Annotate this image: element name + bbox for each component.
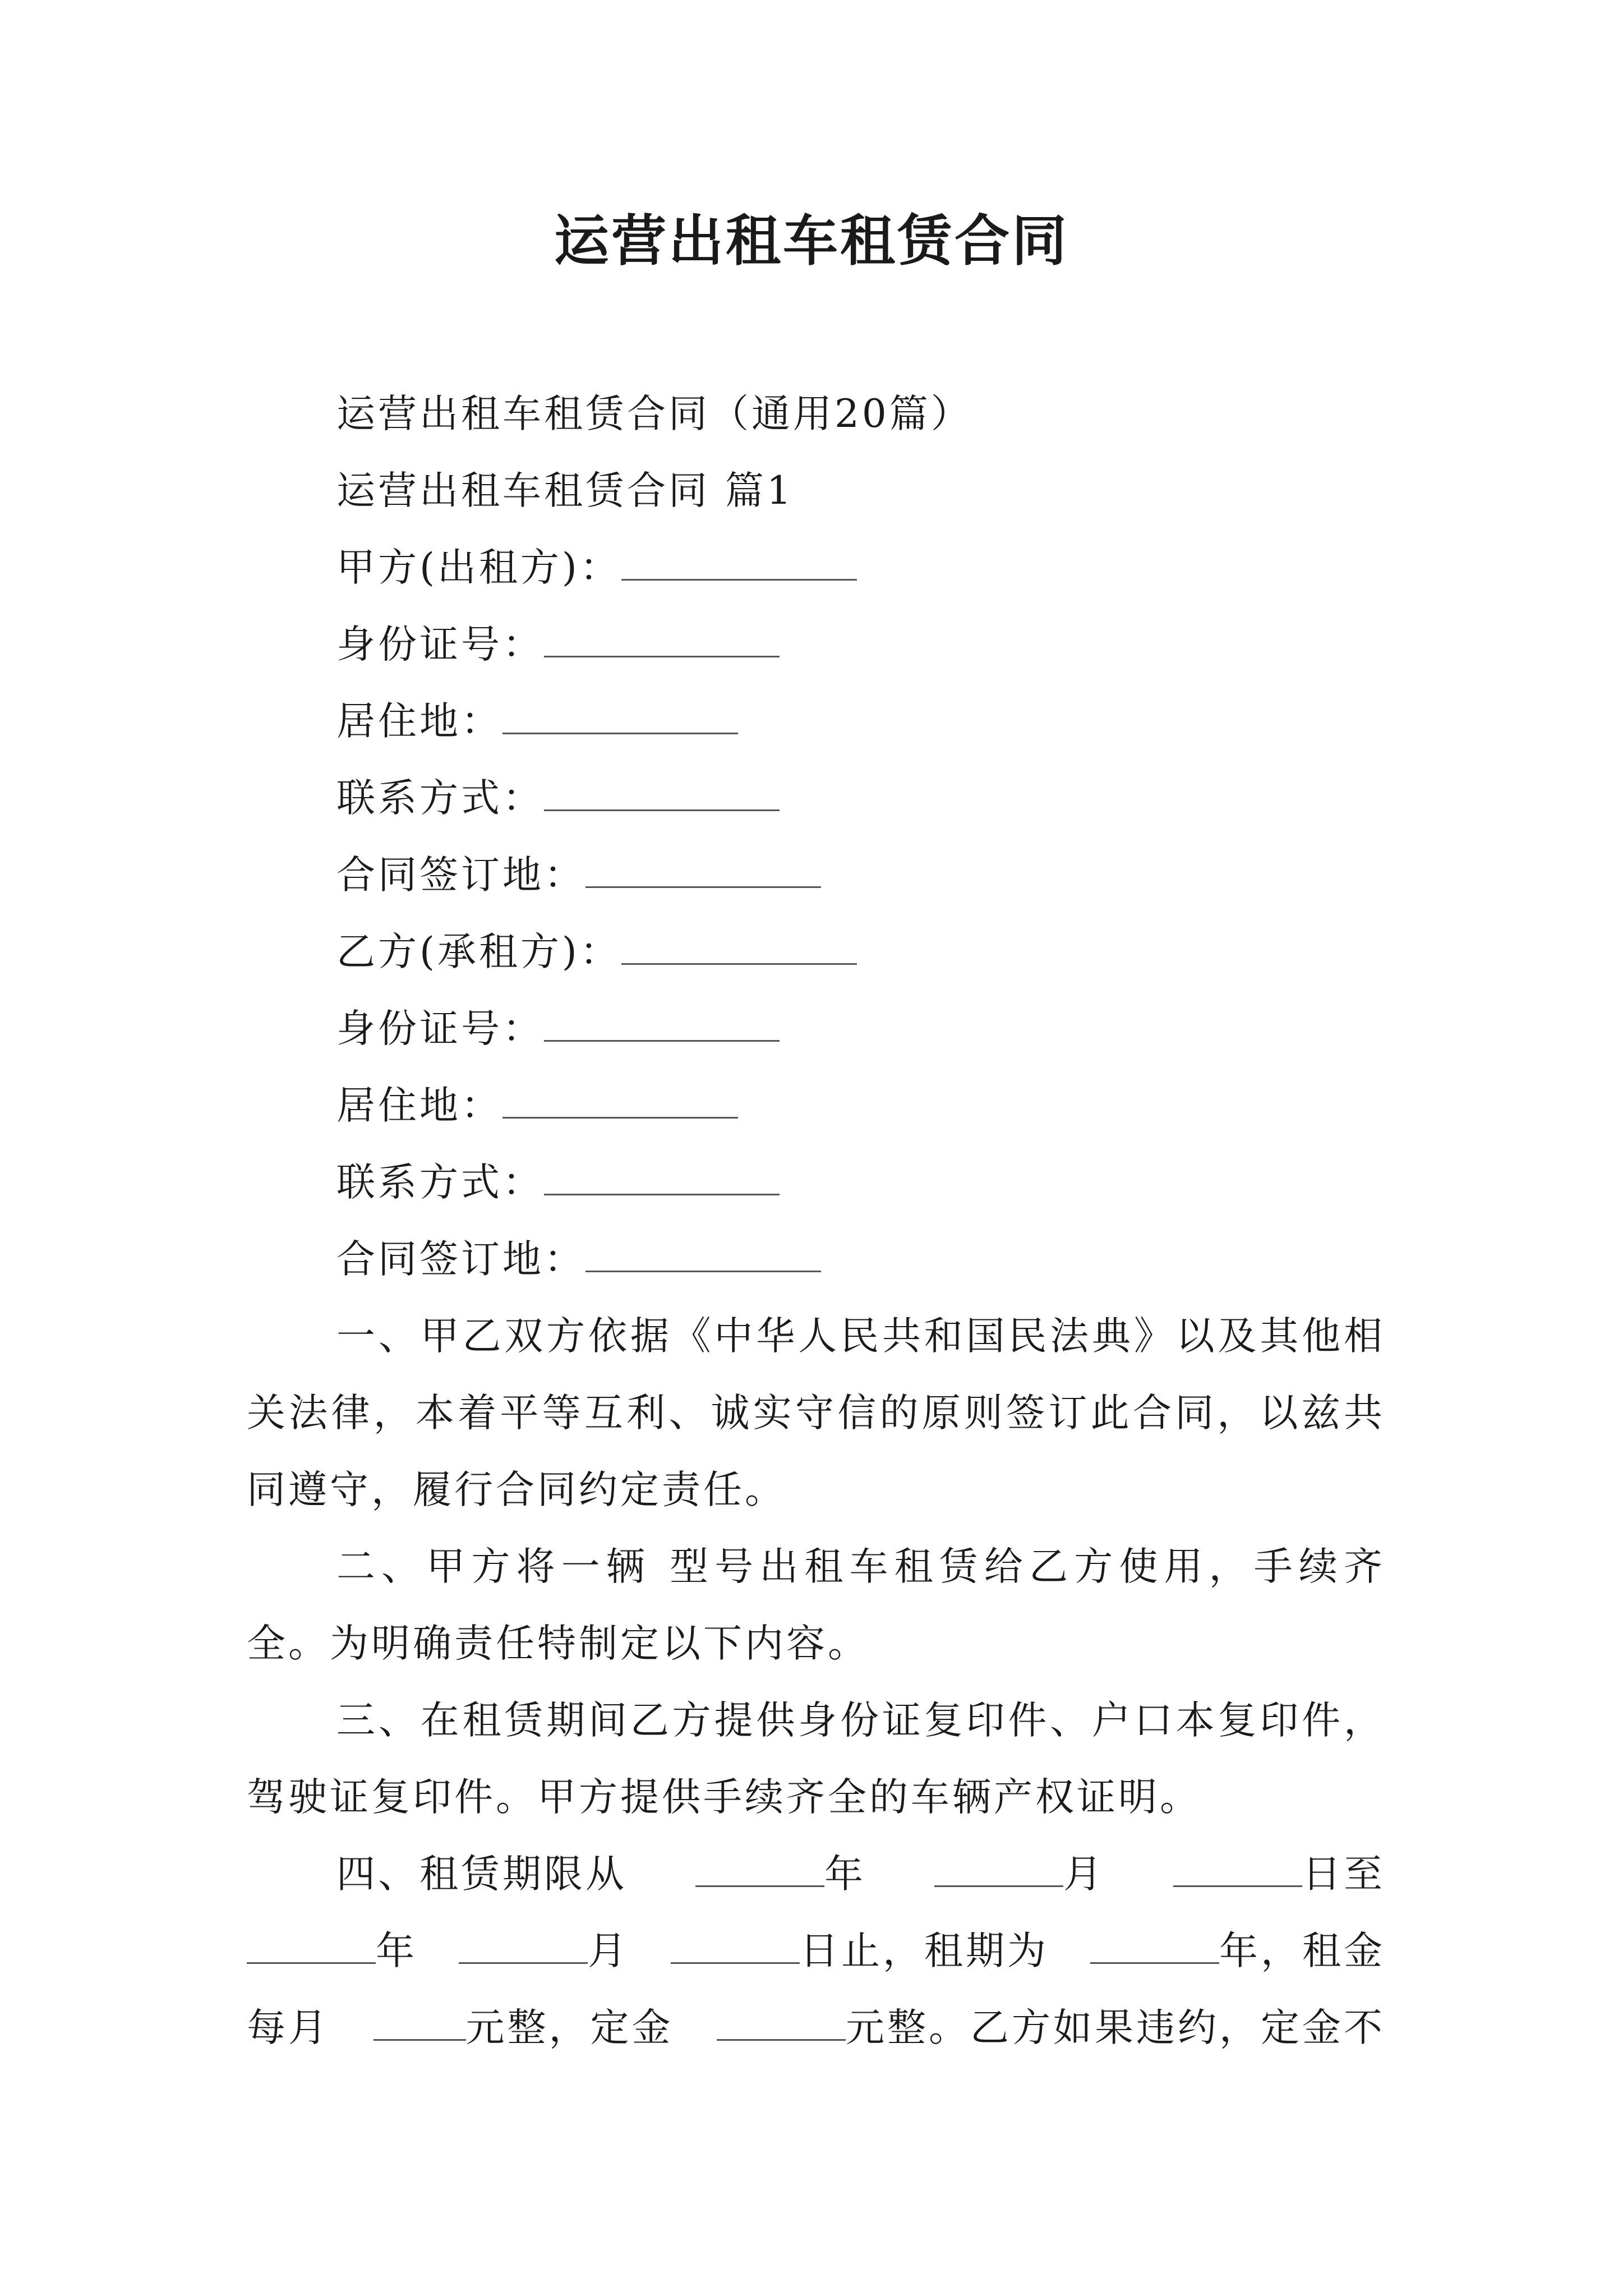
- party-a-contact-blank[interactable]: [544, 779, 780, 811]
- party-a-label: 甲方(出租方)：: [336, 545, 621, 590]
- party-b-id-field: [247, 991, 1385, 1068]
- month-label: 月: [1063, 1852, 1105, 1897]
- rent-amount-group: [374, 1990, 674, 2067]
- start-year-group: [695, 1836, 866, 1913]
- party-b-sign-place-blank[interactable]: [585, 1240, 821, 1272]
- clause-2: 二、甲方将一辆 型号出租车租赁给乙方使用，手续齐全。为明确责任特制定以下内容。: [247, 1544, 1385, 1666]
- party-b-blank[interactable]: [621, 933, 857, 965]
- party-a-sign-place-label: 合同签订地：: [336, 853, 585, 898]
- clause-4-start: 四、租赁期限从: [336, 1852, 627, 1897]
- end-month-blank[interactable]: [459, 1932, 588, 1964]
- party-b-sign-place-label: 合同签订地：: [336, 1237, 585, 1282]
- party-a-sign-place-field: [247, 837, 1385, 914]
- deposit-group: [717, 1990, 1385, 2067]
- yuan-end-label: 元整。乙方如果违约，定金不: [846, 2005, 1385, 2050]
- month-label: 月: [588, 1929, 629, 1973]
- start-month-blank[interactable]: [934, 1855, 1063, 1887]
- party-b-name-field: [247, 914, 1385, 991]
- party-a-contact-label: 联系方式：: [336, 776, 544, 821]
- clause-1: 一、甲乙双方依据《中华人民共和国民法典》以及其他相关法律，本着平等互利、诚实守信的原则签订此合同，以兹共同遵守，履行合同约定责任。: [247, 1314, 1385, 1512]
- deposit-blank[interactable]: [717, 2009, 846, 2041]
- monthly-label: 每月: [247, 2005, 330, 2050]
- party-a-address-field: [247, 683, 1385, 760]
- party-a-id-blank[interactable]: [544, 625, 780, 657]
- start-month-group: [934, 1836, 1105, 1913]
- start-year-blank[interactable]: [695, 1855, 824, 1887]
- party-a-id-field: [247, 606, 1385, 683]
- year-rent-label: 年，租金: [1219, 1929, 1385, 1973]
- end-year-blank[interactable]: [247, 1932, 376, 1964]
- clause-4-line-2: [247, 1913, 1385, 1990]
- party-b-id-label: 身份证号：: [336, 1006, 544, 1051]
- section-heading: 运营出租车租赁合同 篇1: [336, 468, 794, 513]
- day-end-label: 日止，租期为: [800, 1929, 1049, 1973]
- party-b-label: 乙方(承租方)：: [336, 930, 621, 974]
- party-b-id-blank[interactable]: [544, 1010, 780, 1042]
- clause-3: 三、在租赁期间乙方提供身份证复印件、户口本复印件，驾驶证复印件。甲方提供手续齐全的车辆产权证明。: [247, 1698, 1385, 1820]
- party-b-contact-label: 联系方式：: [336, 1160, 544, 1205]
- end-day-blank[interactable]: [671, 1932, 800, 1964]
- start-day-blank[interactable]: [1173, 1855, 1302, 1887]
- party-a-address-blank[interactable]: [502, 702, 738, 734]
- end-year-group: [247, 1913, 417, 1990]
- rent-amount-blank[interactable]: [374, 2009, 466, 2041]
- clause-4-line-1: [247, 1836, 1385, 1913]
- end-day-group: [671, 1913, 1049, 1990]
- party-b-address-label: 居住地：: [336, 1083, 502, 1128]
- year-label: 年: [824, 1852, 866, 1897]
- clause-4-line-3: [247, 1990, 1385, 2067]
- subtitle: 运营出租车租赁合同（通用20篇）: [336, 392, 972, 436]
- party-b-contact-field: [247, 1144, 1385, 1221]
- party-a-address-label: 居住地：: [336, 699, 502, 744]
- start-day-group: [1173, 1836, 1385, 1913]
- party-b-address-field: [247, 1068, 1385, 1144]
- rent-years-blank[interactable]: [1090, 1932, 1219, 1964]
- party-b-sign-place-field: [247, 1221, 1385, 1298]
- page-title: 运营出租车租赁合同: [554, 209, 1069, 273]
- party-a-id-label: 身份证号：: [336, 622, 544, 667]
- party-a-sign-place-blank[interactable]: [585, 856, 821, 888]
- yuan-deposit-label: 元整，定金: [465, 2005, 674, 2050]
- party-a-blank[interactable]: [621, 549, 857, 581]
- party-b-contact-blank[interactable]: [544, 1163, 780, 1195]
- rent-period-group: [1090, 1913, 1385, 1990]
- party-b-address-blank[interactable]: [502, 1087, 738, 1119]
- end-month-group: [459, 1913, 629, 1990]
- party-a-name-field: [247, 530, 1385, 606]
- party-a-contact-field: [247, 760, 1385, 837]
- day-to-label: 日至: [1302, 1852, 1385, 1897]
- document-body: [247, 376, 1385, 2067]
- year-label: 年: [376, 1929, 417, 1973]
